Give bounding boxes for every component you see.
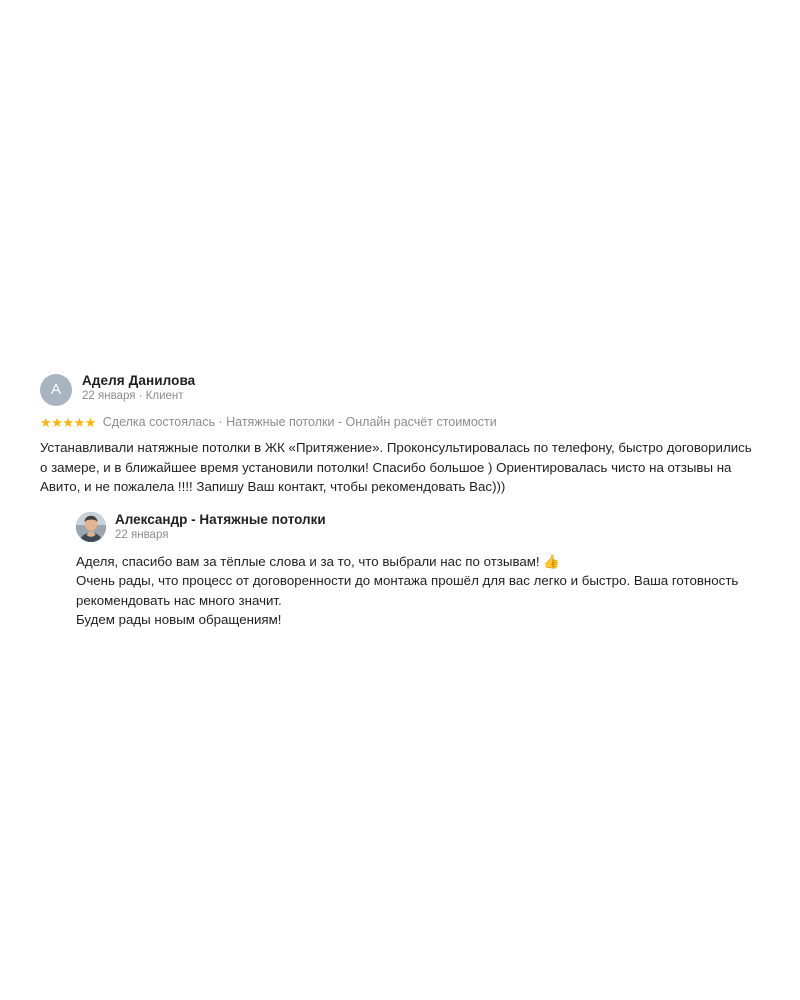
review-header bbox=[40, 372, 762, 406]
avatar: А bbox=[40, 374, 72, 406]
deal-info: Сделка состоялась · Натяжные потолки - Онлайн расчёт стоимости bbox=[102, 415, 497, 429]
reply-author-block bbox=[115, 511, 326, 541]
review-author-block bbox=[82, 372, 195, 402]
reply-header bbox=[76, 511, 762, 542]
reply-text bbox=[76, 552, 748, 630]
reply-paragraph: Очень рады, что процесс от договоренности до монтажа прошёл для вас легко и быстро. Ваша готовность рекомендовать нас много значит. bbox=[76, 573, 739, 608]
user-photo-avatar bbox=[76, 512, 106, 542]
review-text: Устанавливали натяжные потолки в ЖК «Притяжение». Проконсультировалась по телефону, быстро договорились о замере, и в ближайшее время установили потолки! Спасибо большое ) Ориентировалась чисто на отзывы на Авито, и не пожалела !!!! Запишу Ваш контакт, чтобы рекомендовать Вас))) bbox=[40, 440, 752, 494]
reply-paragraph: Аделя, спасибо вам за тёплые слова и за то, что выбрали нас по отзывам! 👍 bbox=[76, 553, 560, 569]
seller-reply bbox=[76, 511, 762, 630]
reply-paragraph: Будем рады новым обращениям! bbox=[76, 612, 282, 627]
review-meta: 22 января · Клиент bbox=[82, 390, 184, 402]
rating-stars: ★★★★★ bbox=[40, 414, 96, 430]
review-card bbox=[40, 372, 762, 630]
reply-date: 22 января bbox=[115, 528, 169, 541]
rating-row bbox=[40, 415, 762, 429]
review-author-name[interactable]: Аделя Данилова bbox=[82, 373, 196, 388]
reply-author-name[interactable]: Александр - Натяжные потолки bbox=[115, 511, 326, 527]
